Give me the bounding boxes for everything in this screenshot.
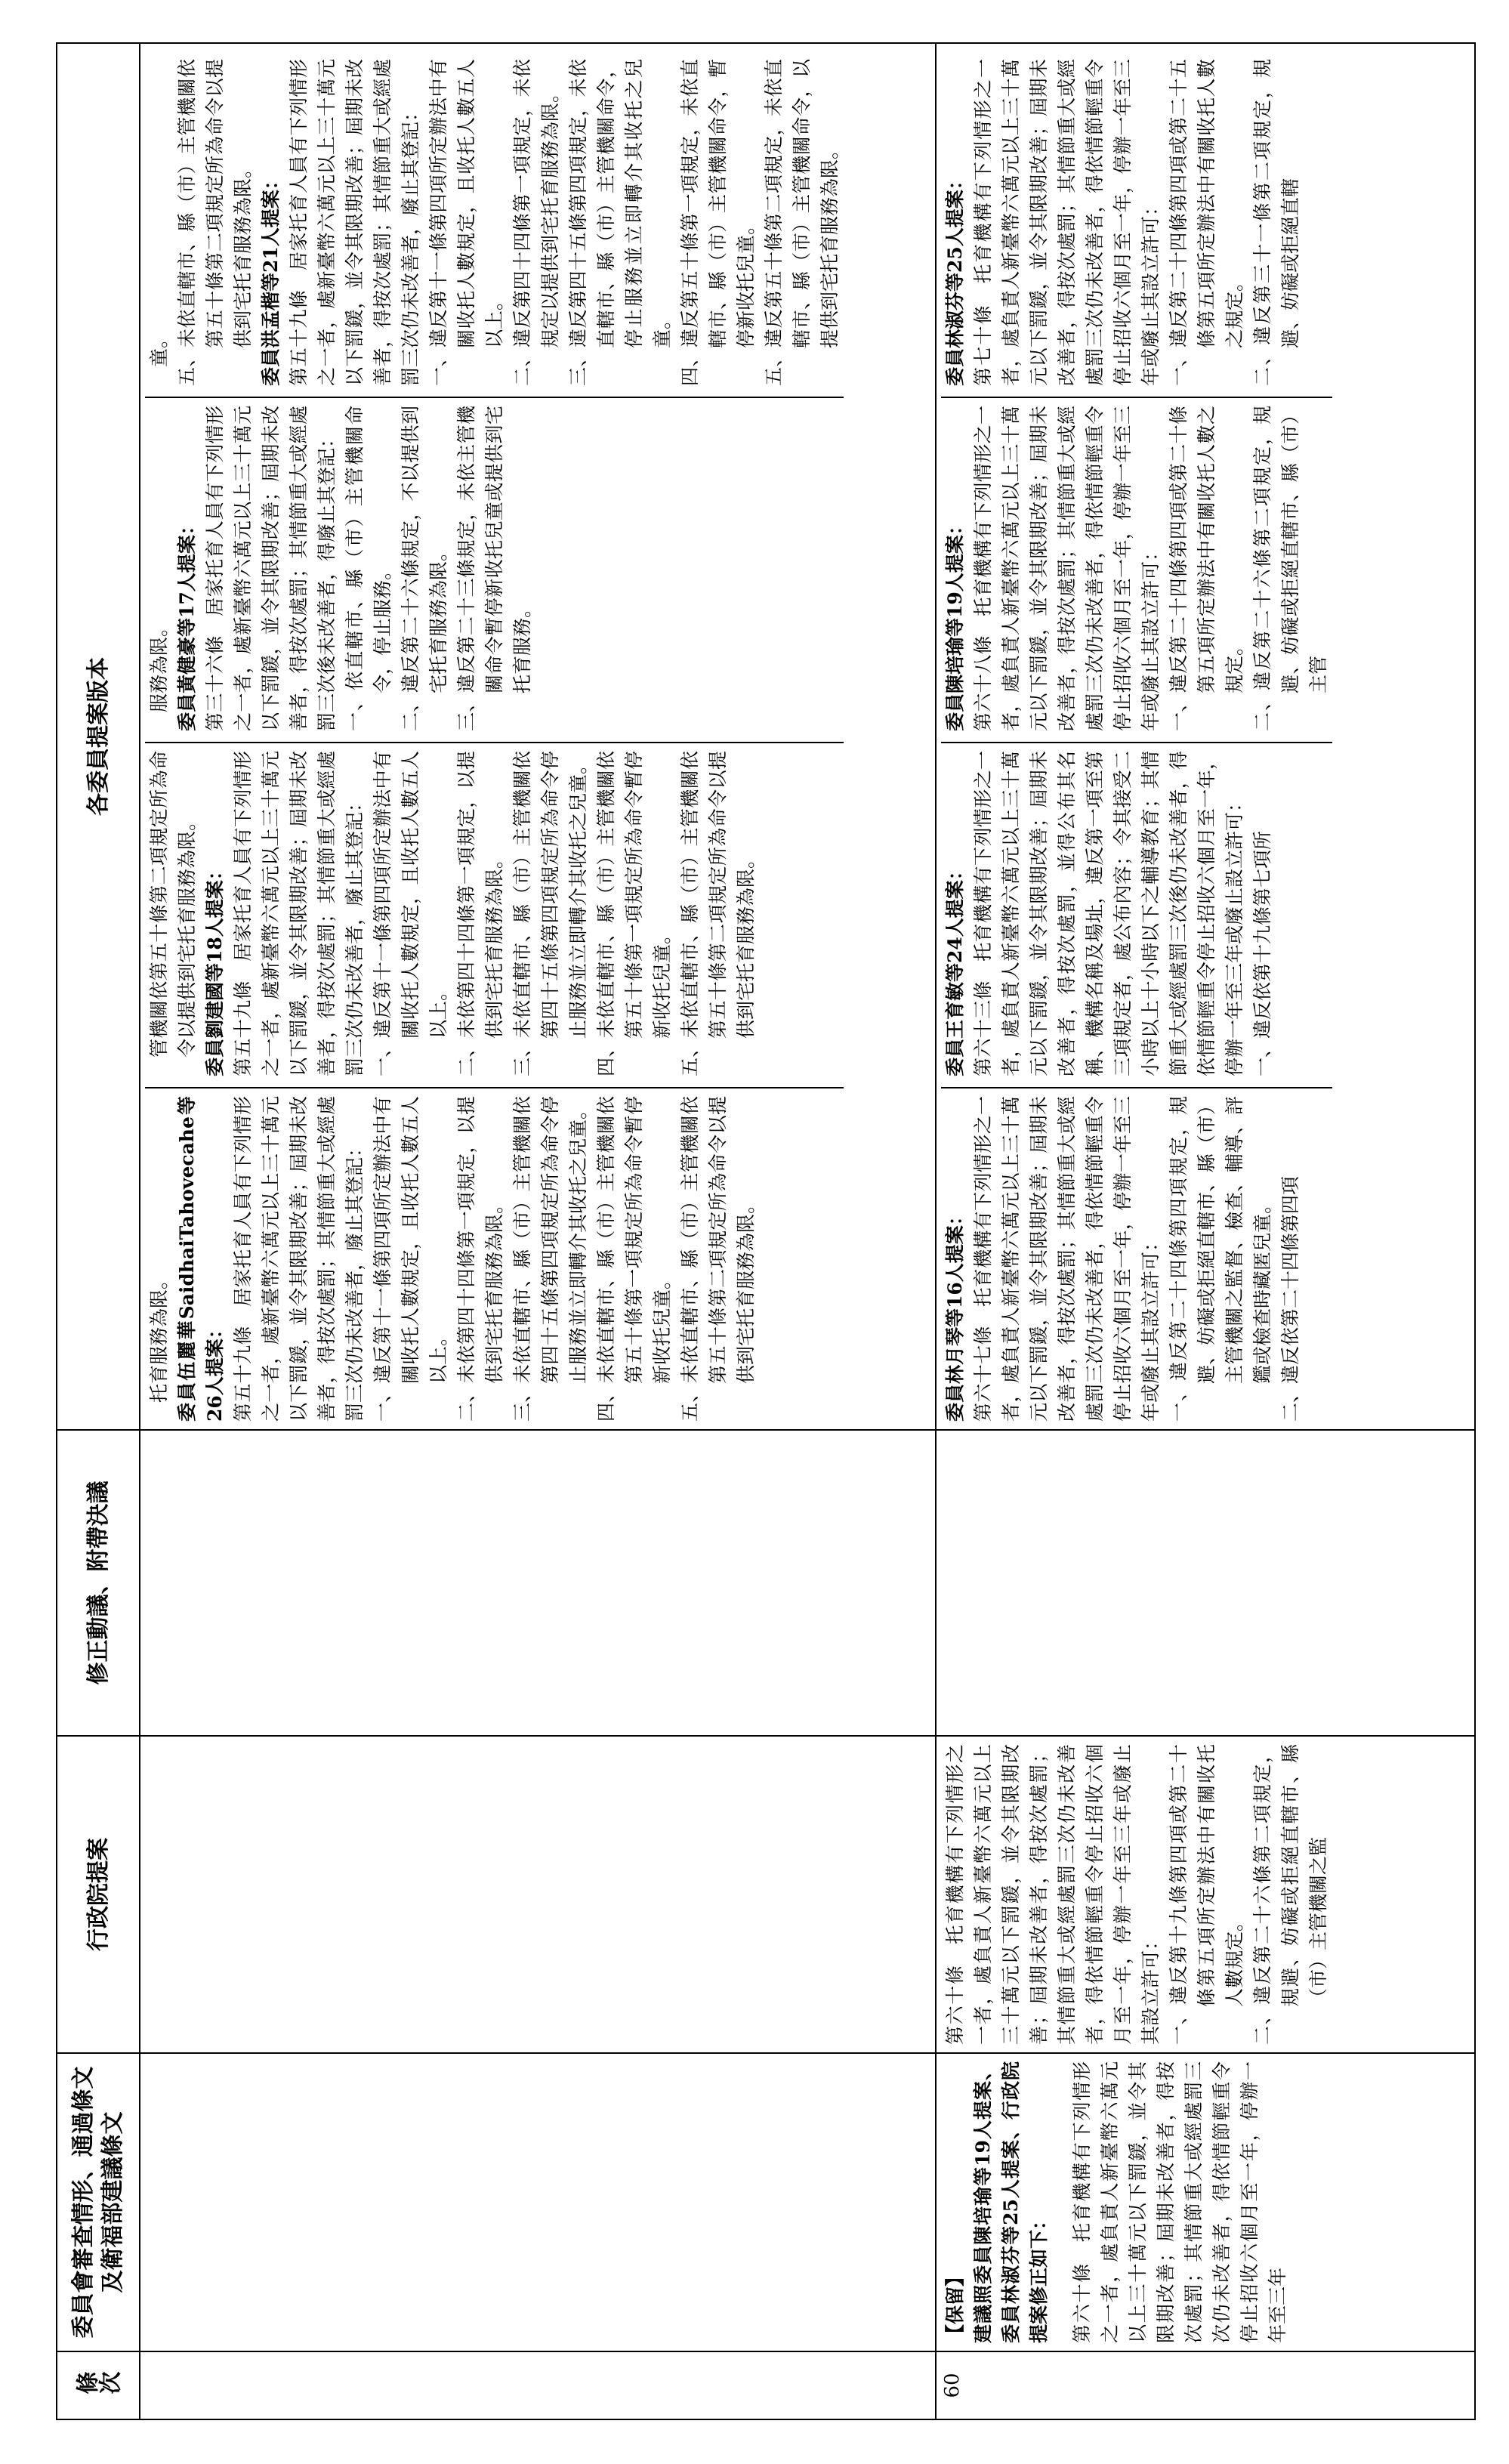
proposals-cell [140, 43, 936, 1430]
proposals-cell [936, 43, 1475, 1430]
list-item: 三、未依直轄市、縣（市）主管機關依第四十五條第四項規定所為命令停止服務並立即轉介其收托之兒童。 [511, 1096, 589, 1422]
proposer-heading: 委員林淑芬等25人提案： [944, 171, 966, 386]
proposer-heading: 委員劉建國等18人提案： [204, 861, 226, 1076]
proposal-column [941, 51, 1332, 386]
comparison-table [56, 42, 1476, 2420]
list-item: 一、違反依第十九條第七項所 [1251, 830, 1273, 1076]
header-motion: 修正動議、附帶決議 [57, 1430, 140, 1736]
paragraph: 管機關依第五十條第二項規定所為命令以提供到宅托育服務為限。 [148, 751, 198, 1058]
list-item: 五、違反第五十條第二項規定，未依直轄市、縣（市）主管機關命令，以提供到宅托育服務為限。 [763, 59, 841, 386]
paragraph: 第六十八條 托育機構有下列情形之一者，處負責人新臺幣六萬元以上三十萬元以下罰鍰，並令其限期改善；屆期未改善者，得按次處罰；其情節重大或經處罰三次仍未改善者，得依情節輕重令停止招收六個月至一年，停辦一年至三年或廢止其設立許可： [972, 406, 1162, 731]
proposal-column [145, 51, 844, 386]
proposer-heading: 委員王育敏等24人提案： [944, 861, 966, 1076]
header-executive: 行政院提案 [57, 1736, 140, 2053]
proposal-column [145, 742, 844, 1076]
paragraph: 第六十七條 托育機構有下列情形之一者，處負責人新臺幣六萬元以上三十萬元以下罰鍰，並令其限期改善；屆期未改善者，得按次處罰；其情節重大或經處罰三次仍未改善者，得依情節輕重令停止招收六個月至一年，停辦一年至三年或廢止其設立許可： [972, 1096, 1162, 1422]
list-item: 二、未依第四十四條第一項規定，以提供到宅托育服務為限。 [455, 751, 505, 1076]
list-item: 二、違反第二十六條規定，不以提供到宅托育服務為限。 [400, 406, 449, 731]
paragraph: 第五十九條 居家托育人員有下列情形之一者，處新臺幣六萬元以上三十萬元以下罰鍰，並令其限期改善；屆期未改善者，得按次處罰；其情節重大或經處罰三次仍未改善者，廢止其登記： [288, 59, 421, 386]
list-item: 一、違反第二十四條第四項規定，規避、妨礙或拒絕直轄市、縣（市）主管機關之監督、檢查、輔導、評鑑或檢查時藏匿兒童。 [1168, 1096, 1273, 1422]
paragraph: 童。 [148, 329, 170, 367]
list-item: 二、未依第四十四條第一項規定，以提供到宅托育服務為限。 [455, 1096, 505, 1422]
list-item: 一、違反第二十四條第四項或第二十五條第五項所定辦法中有關收托人數之規定。 [1168, 59, 1245, 386]
table-row [140, 43, 936, 2419]
proposal-column [145, 1087, 844, 1422]
list-item: 二、違反第二十六條第二項規定，規避、妨礙或拒絕直轄市、縣（市）主管機關之監 [1251, 1744, 1329, 2045]
header-committee: 委員會審查情形、通過條文及衛福部建議條文 [57, 2053, 140, 2351]
paragraph: 服務為限。 [148, 617, 170, 712]
list-item: 二、違反依第二十四條第四項 [1279, 1175, 1301, 1422]
list-item: 三、違反第二十三條規定，未依主管機關命令暫停新收托兒童或提供到宅托育服務。 [455, 406, 533, 731]
list-item: 三、違反第四十五條第四項規定，未依直轄市、縣（市）主管機關命令，停止服務並立即轉介其收托之兒童。 [567, 59, 673, 386]
paragraph: 托育服務為限。 [148, 1270, 170, 1403]
list-item: 五、未依直轄市、縣（市）主管機關依第五十條第二項規定所為命令以提供到宅托育服務為限。 [679, 1096, 757, 1422]
motion-cell [936, 1430, 1475, 1736]
committee-heading: 建議照委員陳培瑜等19人提案、委員林淑芬等25人提案、行政院提案修正如下： [972, 2061, 1050, 2343]
proposer-heading: 委員洪孟楷等21人提案： [260, 171, 282, 386]
article-number-cell [140, 2351, 936, 2419]
paragraph: 第三十六條 居家托育人員有下列情形之一者，處新臺幣六萬元以上三十萬元以下罰鍰，並令其限期改善；屆期未改善者，得按次處罰；其情節重大或經處罰三次後未改善者，得廢止其登記： [204, 406, 338, 731]
proposal-column [145, 397, 844, 731]
executive-cell [936, 1736, 1475, 2053]
proposal-column [941, 742, 1332, 1076]
header-row [57, 43, 140, 2419]
list-item: 一、違反第十九條第四項或第二十條第五項所定辦法中有關收托人數規定。 [1168, 1744, 1245, 2045]
proposal-columns [145, 51, 844, 1422]
list-item: 一、違反第二十四條第四項或第二十條第五項所定辦法中有關收托人數之規定。 [1168, 406, 1245, 731]
proposal-column [941, 1087, 1332, 1422]
proposer-heading: 委員林月琴等16人提案： [944, 1206, 966, 1422]
list-item: 二、違反第四十四條第一項規定，未依規定以提供到宅托育服務為限。 [511, 59, 561, 386]
reserved-note: 【保留】 [944, 2267, 966, 2343]
article-number-cell: 60 [936, 2351, 1475, 2419]
list-item: 一、違反第十一條第四項所定辦法中有關收托人數規定，且收托人數五人以上。 [427, 59, 505, 386]
list-item: 五、未依直轄市、縣（市）主管機關依第五十條第二項規定所為命令以提供到宅托育服務為限。 [679, 751, 757, 1076]
paragraph: 第五十九條 居家托育人員有下列情形之一者，處新臺幣六萬元以上三十萬元以下罰鍰，並令其限期改善；屆期未改善者，得按次處罰；其情節重大或經處罰三次仍未改善者，廢止其登記： [232, 1096, 366, 1422]
list-item: 二、違反第二十六條第二項規定，規避、妨礙或拒絕直轄市、縣（市）主管 [1251, 406, 1329, 731]
list-item: 四、未依直轄市、縣（市）主管機關依第五十條第一項規定所為命令暫停新收托兒童。 [595, 1096, 673, 1422]
list-item: 二、違反第三十一條第二項規定，規避、妨礙或拒絕直轄 [1251, 59, 1301, 386]
proposer-heading: 委員黃健豪等17人提案： [176, 516, 198, 731]
paragraph: 第五十九條 居家托育人員有下列情形之一者，處新臺幣六萬元以上三十萬元以下罰鍰，並令其限期改善；屆期未改善者，得按次處罰；其情節重大或經處罰三次仍未改善者，廢止其登記： [232, 751, 366, 1076]
list-item: 一、違反第十一條第四項所定辦法中有關收托人數規定，且收托人數五人以上。 [372, 751, 449, 1076]
proposer-heading: 委員伍麗華SaidhaiTahovecahe等26人提案： [176, 1096, 226, 1422]
list-item: 三、未依直轄市、縣（市）主管機關依第四十五條第四項規定所為命令停止服務並立即轉介其收托之兒童。 [511, 751, 589, 1076]
list-item: 一、依直轄市、縣（市）主管機關命令，停止服務。 [344, 406, 393, 731]
table-row [936, 43, 1475, 2419]
paragraph: 第六十條 托育機構有下列情形之一者，處負責人新臺幣六萬元以上三十萬元以下罰鍰，並令其限期改善；屆期未改善者，得按次處罰；其情節重大或經處罰三次仍未改善者，得依情節輕重令停止招收六個月至一年，停辦一年至三年 [1071, 2061, 1288, 2343]
list-item: 四、違反第五十條第一項規定，未依直轄市、縣（市）主管機關命令，暫停新收托兒童。 [679, 59, 757, 386]
proposal-column [941, 397, 1332, 731]
motion-cell [140, 1430, 936, 1736]
executive-cell [140, 1736, 936, 2053]
proposer-heading: 委員陳培瑜等19人提案： [944, 516, 966, 731]
list-item: 四、未依直轄市、縣（市）主管機關依第五十條第一項規定所為命令暫停新收托兒童。 [595, 751, 673, 1076]
paragraph: 第六十三條 托育機構有下列情形之一者，處負責人新臺幣六萬元以上三十萬元以下罰鍰，並令其限期改善；屆期未改善者，得按次處罰，並得公布其名稱、機構名稱及場址，違反第一項至第三項規定者，處公布內容；令其接受二小時以上十小時以下之輔導教育；其情節重大或經處罰三次後仍未改善者，得依情節輕重令停止招收六個月至一年，停辦一年至三年或廢止設立許可： [972, 751, 1245, 1076]
proposal-columns [941, 51, 1332, 1422]
paragraph: 第七十條 托育機構有下列情形之一者，處負責人新臺幣六萬元以上三十萬元以下罰鍰，並令其限期改善；屆期未改善者，得按次處罰；其情節重大或經處罰三次仍未改善者，得依情節輕重令停止招收六個月至一年，停辦一年至三年或廢止其設立許可： [972, 59, 1162, 386]
list-item: 五、未依直轄市、縣（市）主管機關依第五十條第二項規定所為命令以提供到宅托育服務為限。 [176, 59, 254, 386]
header-article-number: 條次 [57, 2351, 140, 2419]
header-proposals: 各委員提案版本 [57, 43, 140, 1430]
list-item: 一、違反第十一條第四項所定辦法中有關收托人數規定，且收托人數五人以上。 [372, 1096, 449, 1422]
paragraph: 第六十條 托育機構有下列情形之一者，處負責人新臺幣六萬元以上三十萬元以下罰鍰，並令其限期改善；屆期未改善者，得按次處罰；其情節重大或經處罰三次仍未改善者，得依情節輕重令停止招收六個月至一年，停辦一年至三年或廢止其設立許可： [944, 1744, 1162, 2045]
committee-cell [140, 2053, 936, 2351]
committee-cell [936, 2053, 1475, 2351]
